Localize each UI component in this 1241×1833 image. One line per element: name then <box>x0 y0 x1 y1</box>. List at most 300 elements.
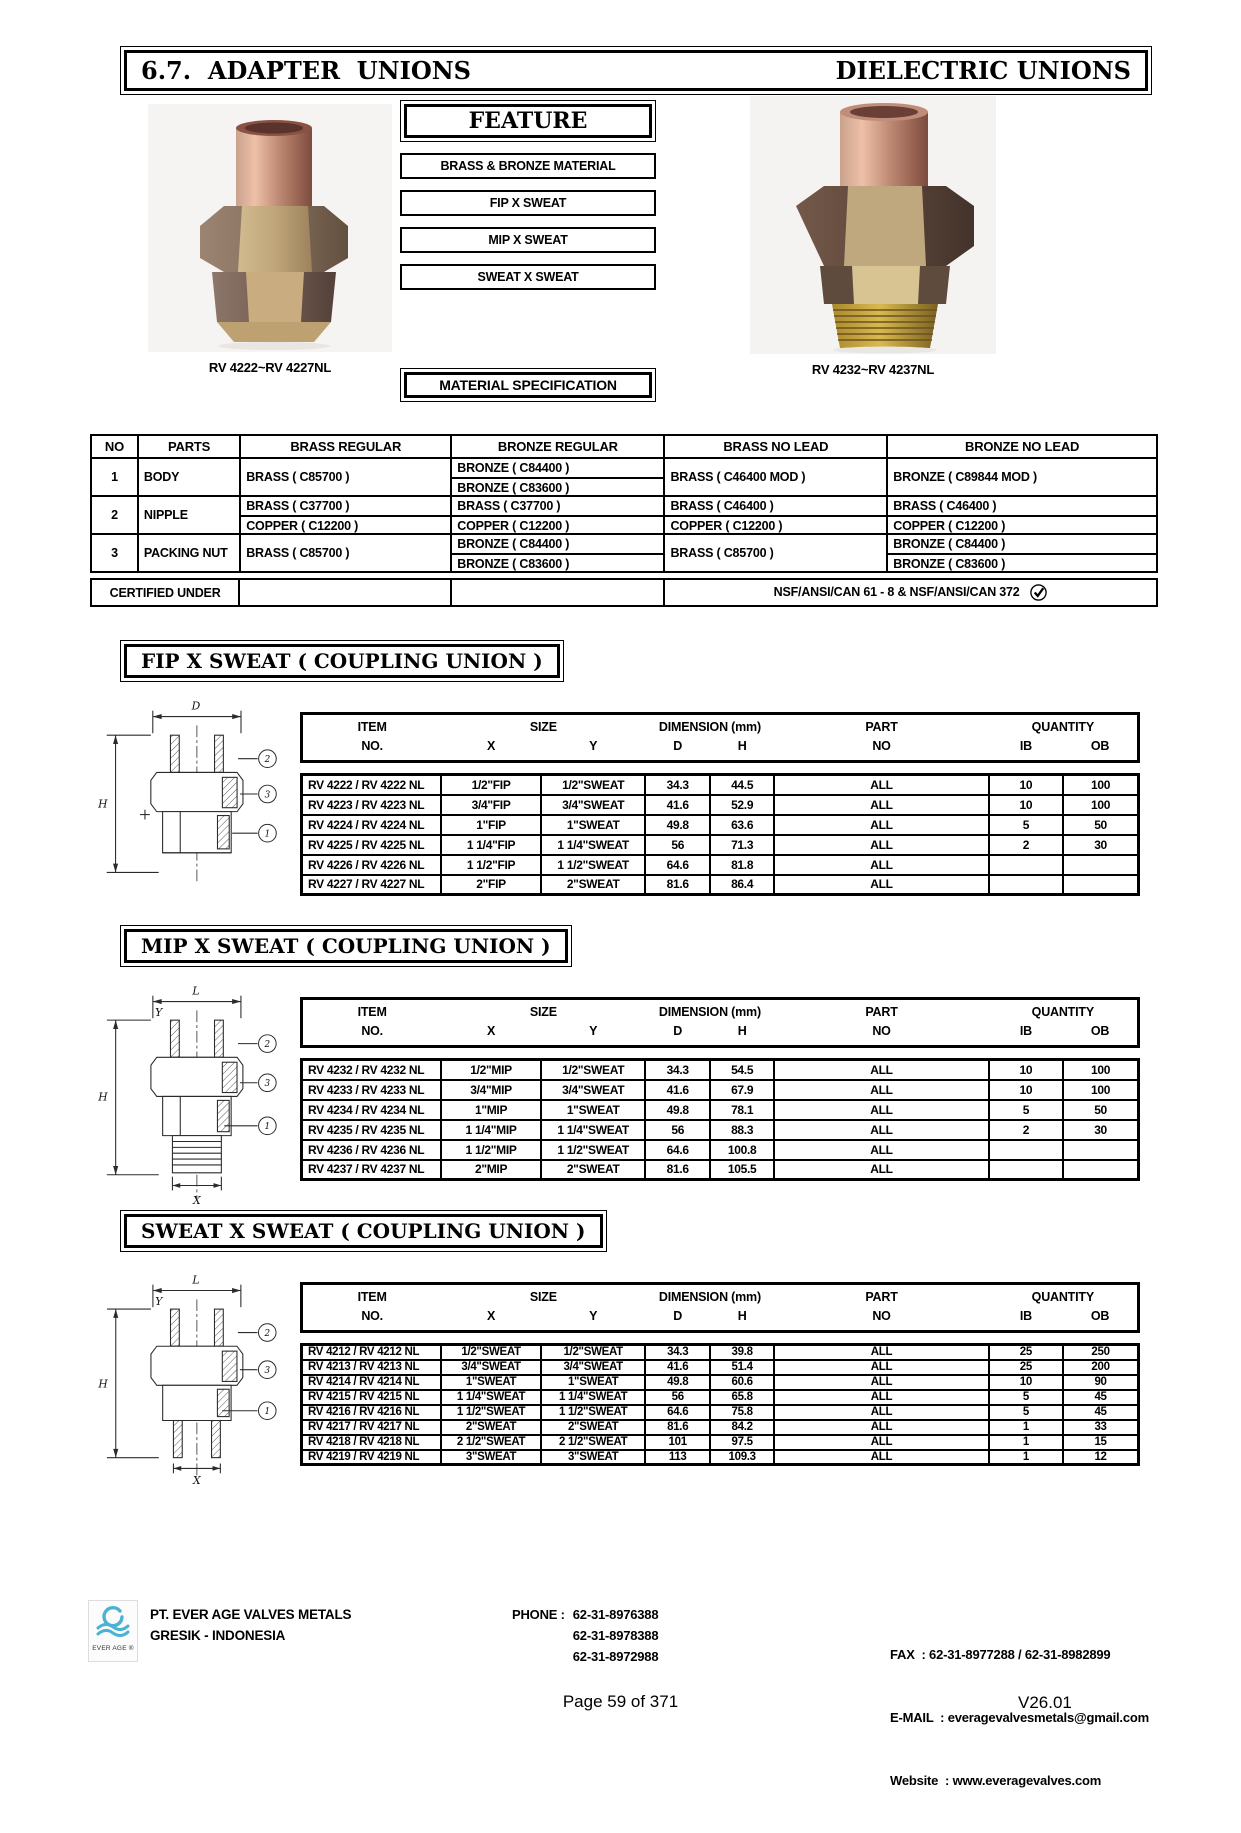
section-title: MIP X SWEAT ( COUPLING UNION ) <box>124 929 568 963</box>
dim-label-x: X <box>193 1474 201 1488</box>
table-cell: RV 4218 / RV 4218 NL <box>302 1435 442 1450</box>
sub-header-ib: IB <box>1019 1309 1032 1323</box>
callout-1: 1 <box>264 1407 271 1418</box>
company-logo <box>88 1600 138 1662</box>
table-cell: 45 <box>1063 1405 1138 1420</box>
table-cell: 2"SWEAT <box>541 1160 646 1180</box>
table-cell: 3/4"SWEAT <box>541 795 646 815</box>
table-cell <box>1063 1140 1138 1160</box>
sub-header-d: D <box>673 1024 683 1038</box>
feature-item-material: BRASS & BRONZE MATERIAL <box>400 153 656 179</box>
sweat-table-header <box>300 1282 1140 1333</box>
material-spec-table <box>90 434 1158 573</box>
table-cell: RV 4215 / RV 4215 NL <box>302 1390 442 1405</box>
table-cell: 78.1 <box>710 1100 774 1120</box>
table-cell: ALL <box>774 1120 988 1140</box>
table-cell: 88.3 <box>710 1120 774 1140</box>
table-row <box>302 835 1139 855</box>
table-cell: 49.8 <box>645 1375 709 1390</box>
product-photo-fip-union <box>148 104 392 352</box>
table-row <box>302 1100 1139 1120</box>
sub-header-x: X <box>486 1024 496 1038</box>
table-cell: RV 4214 / RV 4214 NL <box>302 1375 442 1390</box>
table-cell: 2 1/2"SWEAT <box>441 1435 541 1450</box>
group-header-size: SIZE <box>529 1005 557 1019</box>
table-cell: 33 <box>1063 1420 1138 1435</box>
table-cell: RV 4223 / RV 4223 NL <box>302 795 442 815</box>
table-row <box>302 1080 1139 1100</box>
table-cell: RV 4219 / RV 4219 NL <box>302 1450 442 1465</box>
table-cell: 15 <box>1063 1435 1138 1450</box>
dim-label-top: L <box>192 984 200 998</box>
sub-header-ob: OB <box>1090 1024 1110 1038</box>
table-cell: 25 <box>989 1360 1063 1375</box>
table-row <box>302 875 1139 895</box>
table-cell: 10 <box>989 795 1063 815</box>
sub-header-no: NO. <box>361 1024 383 1038</box>
section-title-box <box>120 1210 607 1252</box>
table-cell: 71.3 <box>710 835 774 855</box>
table-cell: 30 <box>1063 835 1138 855</box>
group-header-dimension: DIMENSION (mm) <box>658 1005 761 1019</box>
mip-table-body <box>300 1058 1140 1181</box>
sub-header-d: D <box>673 739 683 753</box>
table-cell: ALL <box>774 875 988 895</box>
table-cell: 3/4"MIP <box>441 1080 541 1100</box>
table-cell: 2"SWEAT <box>441 1420 541 1435</box>
dim-label-top: L <box>192 1273 200 1287</box>
table-cell: 56 <box>645 835 709 855</box>
email-line: E-MAIL : everagevalvesmetals@gmail.com <box>890 1710 1149 1725</box>
table-cell: 2 <box>989 1120 1063 1140</box>
col-header-no: NO <box>91 435 138 458</box>
table-cell: 1/2"SWEAT <box>441 1345 541 1360</box>
sub-header-no: NO. <box>361 739 383 753</box>
material-row-body <box>91 458 1157 496</box>
table-cell: RV 4235 / RV 4235 NL <box>302 1120 442 1140</box>
dim-label-left: H <box>98 797 108 811</box>
table-cell <box>1063 875 1138 895</box>
table-cell: 63.6 <box>710 815 774 835</box>
sub-header-no: NO. <box>361 1309 383 1323</box>
group-header-dimension: DIMENSION (mm) <box>658 1290 761 1304</box>
table-cell: 1 <box>989 1435 1063 1450</box>
table-cell: 75.8 <box>710 1405 774 1420</box>
table-cell: 10 <box>989 775 1063 795</box>
table-cell: 34.3 <box>645 775 709 795</box>
sub-header-ib: IB <box>1019 739 1032 753</box>
company-block <box>150 1604 351 1646</box>
table-cell: 49.8 <box>645 815 709 835</box>
cell-bronze-regular: BRONZE ( C84400 ) BRONZE ( C83600 ) <box>451 534 664 572</box>
table-cell: 60.6 <box>710 1375 774 1390</box>
certified-empty-cell <box>451 579 664 606</box>
certification-check-icon <box>1029 583 1048 602</box>
table-cell: 51.4 <box>710 1360 774 1375</box>
page-number: Page 59 of 371 <box>562 1692 679 1711</box>
website-line: Website : www.everagevalves.com <box>890 1773 1102 1788</box>
table-cell: RV 4213 / RV 4213 NL <box>302 1360 442 1375</box>
cell-part: PACKING NUT <box>138 534 240 572</box>
table-row <box>302 1060 1139 1080</box>
table-cell: ALL <box>774 815 988 835</box>
cell-bronze-no-lead: BRONZE ( C84400 ) BRONZE ( C83600 ) <box>887 534 1157 572</box>
callout-1: 1 <box>264 829 271 840</box>
product-figure-right <box>750 96 996 377</box>
cell-part: BODY <box>138 458 240 496</box>
table-cell: 1 <box>989 1420 1063 1435</box>
sub-header-x: X <box>486 739 496 753</box>
table-cell: 65.8 <box>710 1390 774 1405</box>
table-cell: 3/4"SWEAT <box>441 1360 541 1375</box>
table-cell: RV 4227 / RV 4227 NL <box>302 875 442 895</box>
cell-no: 3 <box>91 534 138 572</box>
table-cell: 2 <box>989 835 1063 855</box>
col-header-parts: PARTS <box>138 435 240 458</box>
table-cell: RV 4217 / RV 4217 NL <box>302 1420 442 1435</box>
table-cell: 52.9 <box>710 795 774 815</box>
table-cell: 250 <box>1063 1345 1138 1360</box>
table-row <box>302 1140 1139 1160</box>
sub-header-y: Y <box>589 1309 598 1323</box>
table-row <box>302 1160 1139 1180</box>
table-cell: 39.8 <box>710 1345 774 1360</box>
table-cell: ALL <box>774 775 988 795</box>
certified-value-cell <box>664 579 1157 606</box>
table-cell: 41.6 <box>645 795 709 815</box>
cell-no: 1 <box>91 458 138 496</box>
table-cell: 1 1/4"FIP <box>441 835 541 855</box>
table-cell: RV 4233 / RV 4233 NL <box>302 1080 442 1100</box>
table-cell: ALL <box>774 1450 988 1465</box>
table-cell: 100 <box>1063 775 1138 795</box>
group-header-item: ITEM <box>357 1005 387 1019</box>
table-cell <box>989 1160 1063 1180</box>
contact-block <box>890 1602 1149 1833</box>
product-figure-left <box>148 104 392 375</box>
cell-brass-regular: BRASS ( C37700 ) COPPER ( C12200 ) <box>240 496 451 534</box>
group-header-quantity: QUANTITY <box>1031 1290 1094 1304</box>
group-header-part: PART <box>865 720 898 734</box>
table-cell: 3"SWEAT <box>441 1450 541 1465</box>
table-cell: 25 <box>989 1345 1063 1360</box>
table-cell: 1/2"SWEAT <box>541 1345 646 1360</box>
material-row-packing-nut <box>91 534 1157 572</box>
table-cell: RV 4237 / RV 4237 NL <box>302 1160 442 1180</box>
dim-label-left: H <box>98 1377 108 1391</box>
material-spec-title-box <box>400 368 656 402</box>
page-title-left: 6.7. ADAPTER UNIONS <box>141 56 471 85</box>
table-cell: 3/4"FIP <box>441 795 541 815</box>
table-cell: 1 1/2"MIP <box>441 1140 541 1160</box>
table-cell: 90 <box>1063 1375 1138 1390</box>
cell-part: NIPPLE <box>138 496 240 534</box>
certified-under-row <box>90 578 1158 607</box>
table-cell: 1 1/4"SWEAT <box>541 1120 646 1140</box>
table-cell: RV 4216 / RV 4216 NL <box>302 1405 442 1420</box>
product-photo-mip-union <box>750 96 996 354</box>
table-cell: 105.5 <box>710 1160 774 1180</box>
logo-caption: EVER AGE ® <box>92 1645 134 1652</box>
sub-header-y: Y <box>589 1024 598 1038</box>
cell-brass-no-lead: BRASS ( C46400 MOD ) <box>664 458 887 496</box>
section-title-box <box>120 925 572 967</box>
section-mip-x-sweat <box>90 925 1158 1215</box>
table-cell: 1/2"FIP <box>441 775 541 795</box>
dim-label-y: Y <box>155 1006 163 1020</box>
table-cell: ALL <box>774 835 988 855</box>
table-cell: 64.6 <box>645 855 709 875</box>
table-cell: 3/4"SWEAT <box>541 1360 646 1375</box>
table-cell: 1 1/4"SWEAT <box>541 1390 646 1405</box>
feature-item-mip-x-sweat: MIP X SWEAT <box>400 227 656 253</box>
callout-2: 2 <box>264 1039 271 1050</box>
table-cell: 3"SWEAT <box>541 1450 646 1465</box>
callout-3: 3 <box>264 1366 271 1377</box>
table-cell: RV 4225 / RV 4225 NL <box>302 835 442 855</box>
section-fip-x-sweat <box>90 640 1158 910</box>
cell-brass-regular: BRASS ( C85700 ) <box>240 534 451 572</box>
table-cell: 1"SWEAT <box>541 1375 646 1390</box>
cell-bronze-regular: BRONZE ( C84400 ) BRONZE ( C83600 ) <box>451 458 664 496</box>
table-cell: ALL <box>774 1080 988 1100</box>
table-cell: 41.6 <box>645 1080 709 1100</box>
phone-number: 62-31-8976388 <box>572 1607 659 1622</box>
table-cell: 5 <box>989 1405 1063 1420</box>
table-row <box>302 775 1139 795</box>
cell-bronze-regular: BRASS ( C37700 ) COPPER ( C12200 ) <box>451 496 664 534</box>
col-header-bronze-regular: BRONZE REGULAR <box>451 435 664 458</box>
table-cell: 100 <box>1063 1060 1138 1080</box>
table-cell: RV 4226 / RV 4226 NL <box>302 855 442 875</box>
table-cell: 100.8 <box>710 1140 774 1160</box>
callout-3: 3 <box>264 790 271 801</box>
table-cell: ALL <box>774 1360 988 1375</box>
group-header-dimension: DIMENSION (mm) <box>658 720 761 734</box>
material-spec-title: MATERIAL SPECIFICATION <box>404 372 652 398</box>
table-row <box>302 1375 1139 1390</box>
section-title-box <box>120 640 564 682</box>
col-header-bronze-no-lead: BRONZE NO LEAD <box>887 435 1157 458</box>
table-cell: 1 1/2"FIP <box>441 855 541 875</box>
table-cell: 12 <box>1063 1450 1138 1465</box>
feature-item-sweat-x-sweat: SWEAT X SWEAT <box>400 264 656 290</box>
group-header-size: SIZE <box>529 1290 557 1304</box>
table-cell: 1 1/2"SWEAT <box>441 1405 541 1420</box>
table-cell: 45 <box>1063 1390 1138 1405</box>
fip-x-sweat-diagram <box>94 696 290 892</box>
mip-x-sweat-diagram <box>94 981 290 1209</box>
phone-block <box>512 1604 658 1667</box>
group-header-quantity: QUANTITY <box>1031 720 1094 734</box>
table-cell: 10 <box>989 1375 1063 1390</box>
table-cell: 34.3 <box>645 1060 709 1080</box>
table-cell: 10 <box>989 1080 1063 1100</box>
fip-table-body <box>300 773 1140 896</box>
group-header-size: SIZE <box>529 720 557 734</box>
table-cell: 81.6 <box>645 875 709 895</box>
table-cell: 100 <box>1063 1080 1138 1100</box>
table-cell: 64.6 <box>645 1140 709 1160</box>
table-cell: 1"SWEAT <box>541 1100 646 1120</box>
sub-header-h: H <box>737 739 747 753</box>
table-row <box>302 1390 1139 1405</box>
cell-no: 2 <box>91 496 138 534</box>
sub-header-d: D <box>673 1309 683 1323</box>
table-cell: 2"FIP <box>441 875 541 895</box>
table-cell: ALL <box>774 855 988 875</box>
table-cell: 1"FIP <box>441 815 541 835</box>
table-cell: ALL <box>774 1345 988 1360</box>
table-cell: 1 1/2"SWEAT <box>541 1140 646 1160</box>
table-cell: 1"SWEAT <box>441 1375 541 1390</box>
group-header-part: PART <box>865 1005 898 1019</box>
feature-item-fip-x-sweat: FIP X SWEAT <box>400 190 656 216</box>
table-cell: 56 <box>645 1120 709 1140</box>
table-cell: 81.8 <box>710 855 774 875</box>
sub-header-part-no: NO <box>872 1309 891 1323</box>
feature-panel <box>400 100 656 290</box>
section-sweat-x-sweat <box>90 1210 1158 1500</box>
table-cell: RV 4212 / RV 4212 NL <box>302 1345 442 1360</box>
table-row <box>302 1420 1139 1435</box>
table-cell: 1"SWEAT <box>541 815 646 835</box>
table-cell: 113 <box>645 1450 709 1465</box>
feature-title-box <box>400 100 656 142</box>
table-cell: 1/2"MIP <box>441 1060 541 1080</box>
fax-line: FAX : 62-31-8977288 / 62-31-8982899 <box>890 1647 1111 1662</box>
table-cell: 1 1/4"SWEAT <box>441 1390 541 1405</box>
table-cell: 1 <box>989 1450 1063 1465</box>
table-row <box>302 1120 1139 1140</box>
table-cell: 200 <box>1063 1360 1138 1375</box>
table-cell: 30 <box>1063 1120 1138 1140</box>
table-cell: ALL <box>774 1420 988 1435</box>
table-cell: ALL <box>774 1405 988 1420</box>
table-cell: 44.5 <box>710 775 774 795</box>
cell-bronze-no-lead: BRONZE ( C89844 MOD ) <box>887 458 1157 496</box>
table-cell: 10 <box>989 1060 1063 1080</box>
section-title: FIP X SWEAT ( COUPLING UNION ) <box>124 644 560 678</box>
sub-header-ob: OB <box>1090 1309 1110 1323</box>
table-row <box>302 1450 1139 1465</box>
table-cell <box>989 875 1063 895</box>
dim-label-top: D <box>191 699 201 713</box>
table-cell: 1/2"SWEAT <box>541 1060 646 1080</box>
table-cell: 81.6 <box>645 1420 709 1435</box>
sweat-table-body <box>300 1343 1140 1466</box>
table-cell: ALL <box>774 795 988 815</box>
table-cell: 1 1/4"MIP <box>441 1120 541 1140</box>
certified-empty-cell <box>239 579 451 606</box>
table-cell <box>1063 855 1138 875</box>
table-cell: 2"SWEAT <box>541 875 646 895</box>
table-cell: 1 1/4"SWEAT <box>541 835 646 855</box>
table-cell: 5 <box>989 1100 1063 1120</box>
certified-under-label: CERTIFIED UNDER <box>91 579 239 606</box>
table-row <box>302 815 1139 835</box>
mip-table-header <box>300 997 1140 1048</box>
sub-header-ob: OB <box>1090 739 1110 753</box>
table-cell: 56 <box>645 1390 709 1405</box>
product-caption-left: RV 4222~RV 4227NL <box>208 360 332 375</box>
page-header <box>120 46 1152 95</box>
table-cell: 34.3 <box>645 1345 709 1360</box>
table-cell: 2"SWEAT <box>541 1420 646 1435</box>
table-cell: 84.2 <box>710 1420 774 1435</box>
table-cell: RV 4236 / RV 4236 NL <box>302 1140 442 1160</box>
table-cell: 86.4 <box>710 875 774 895</box>
callout-1: 1 <box>264 1122 271 1133</box>
callout-3: 3 <box>264 1079 271 1090</box>
group-header-item: ITEM <box>357 720 387 734</box>
table-cell: 2 1/2"SWEAT <box>541 1435 646 1450</box>
cell-brass-no-lead: BRASS ( C85700 ) <box>664 534 887 572</box>
table-cell: 1"MIP <box>441 1100 541 1120</box>
col-header-brass-no-lead: BRASS NO LEAD <box>664 435 887 458</box>
sub-header-ib: IB <box>1019 1024 1032 1038</box>
col-header-brass-regular: BRASS REGULAR <box>240 435 451 458</box>
sub-header-part-no: NO <box>872 739 891 753</box>
cell-bronze-no-lead: BRASS ( C46400 ) COPPER ( C12200 ) <box>887 496 1157 534</box>
cell-brass-regular: BRASS ( C85700 ) <box>240 458 451 496</box>
table-row <box>302 1435 1139 1450</box>
group-header-part: PART <box>865 1290 898 1304</box>
table-cell: 2"MIP <box>441 1160 541 1180</box>
dim-label-y: Y <box>155 1295 163 1309</box>
sub-header-h: H <box>737 1024 747 1038</box>
table-row <box>302 795 1139 815</box>
feature-title: FEATURE <box>404 104 652 138</box>
table-cell: 64.6 <box>645 1405 709 1420</box>
phone-number: 62-31-8978388 <box>572 1628 659 1643</box>
table-row <box>302 855 1139 875</box>
table-cell: 100 <box>1063 795 1138 815</box>
sub-header-y: Y <box>589 739 598 753</box>
dim-label-left: H <box>98 1090 108 1104</box>
table-cell: ALL <box>774 1375 988 1390</box>
table-cell: 50 <box>1063 815 1138 835</box>
table-cell <box>989 855 1063 875</box>
table-cell: ALL <box>774 1140 988 1160</box>
phone-number: 62-31-8972988 <box>572 1649 659 1664</box>
table-cell: 1 1/2"SWEAT <box>541 1405 646 1420</box>
table-cell: 50 <box>1063 1100 1138 1120</box>
callout-2: 2 <box>264 1328 271 1339</box>
table-cell: RV 4222 / RV 4222 NL <box>302 775 442 795</box>
material-spec-header-row <box>91 435 1157 458</box>
phone-label: PHONE : <box>512 1607 565 1622</box>
table-row <box>302 1405 1139 1420</box>
table-cell: 49.8 <box>645 1100 709 1120</box>
company-name: PT. EVER AGE VALVES METALS <box>150 1607 352 1622</box>
table-cell <box>989 1140 1063 1160</box>
certification-standards: NSF/ANSI/CAN 61 - 8 & NSF/ANSI/CAN 372 <box>773 584 1020 599</box>
product-caption-right: RV 4232~RV 4237NL <box>811 362 935 377</box>
table-cell: ALL <box>774 1435 988 1450</box>
table-cell: 5 <box>989 1390 1063 1405</box>
page-title-right: DIELECTRIC UNIONS <box>835 56 1131 85</box>
sub-header-part-no: NO <box>872 1024 891 1038</box>
table-cell: 54.5 <box>710 1060 774 1080</box>
company-city: GRESIK - INDONESIA <box>150 1628 286 1643</box>
table-cell: ALL <box>774 1390 988 1405</box>
table-cell: 41.6 <box>645 1360 709 1375</box>
table-row <box>302 1345 1139 1360</box>
table-cell: 101 <box>645 1435 709 1450</box>
table-cell: 3/4"SWEAT <box>541 1080 646 1100</box>
sweat-x-sweat-diagram <box>94 1270 290 1486</box>
